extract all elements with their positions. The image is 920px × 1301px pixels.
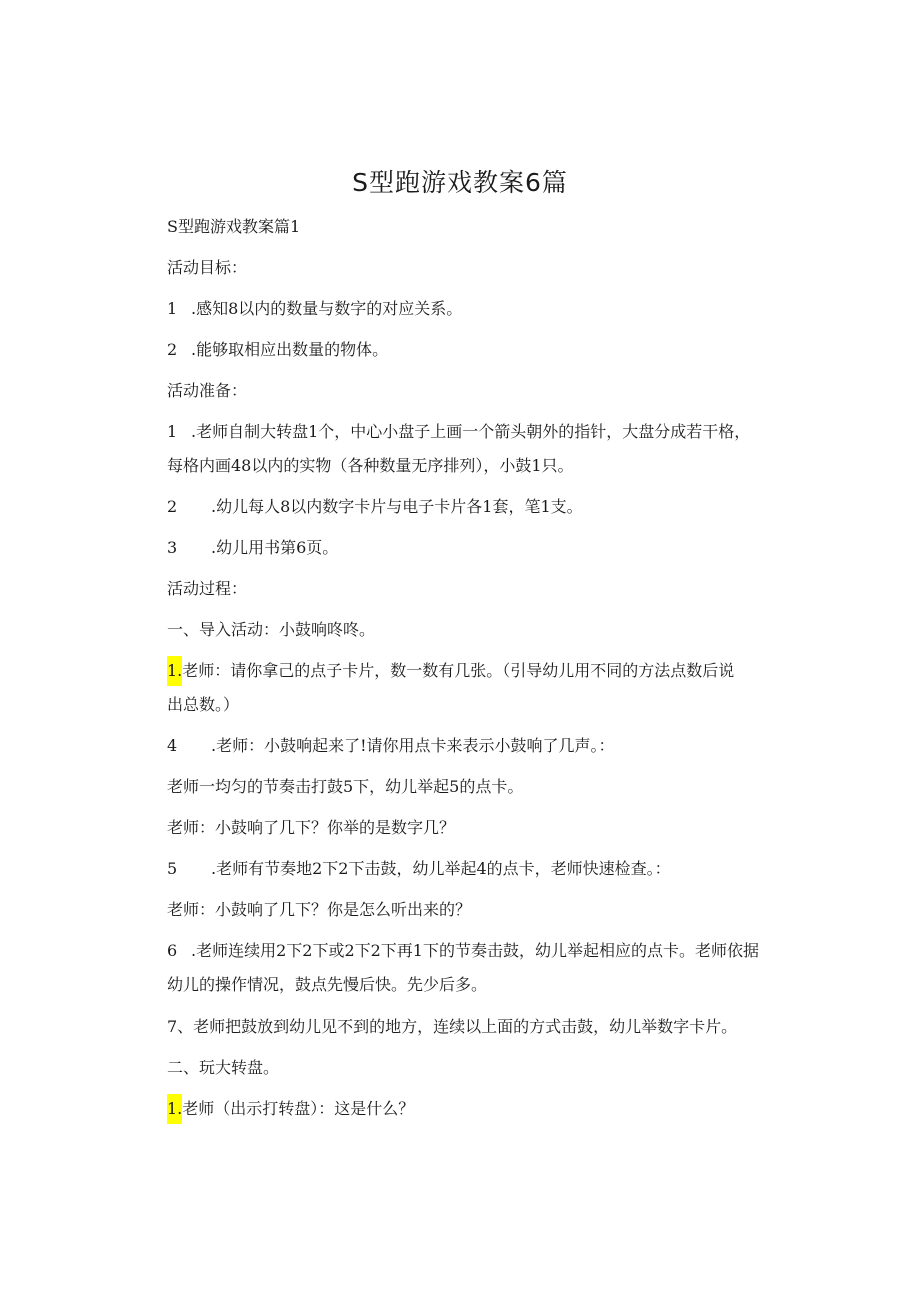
list-item	[167, 1098, 414, 1120]
line-text: 幼儿的操作情况，鼓点先慢后快。先少后多。	[167, 975, 488, 994]
line-text: 7、老师把鼓放到幼儿见不到的地方，连续以上面的方式击鼓，幼儿举数字卡片。	[167, 1017, 738, 1036]
list-number: 2	[167, 340, 178, 359]
list-item	[167, 660, 734, 682]
highlighted-list-number: 1.	[167, 656, 182, 686]
line-text: 每格内画48以内的实物（各种数量无序排列），小鼓1只。	[167, 456, 574, 475]
highlighted-list-number: 1.	[167, 1094, 182, 1124]
paragraph	[167, 1016, 737, 1038]
line-text: .幼儿用书第6页。	[211, 538, 339, 557]
line-text: .能够取相应出数量的物体。	[191, 340, 389, 359]
list-item	[167, 735, 615, 757]
line-text: .老师自制大转盘1个，中心小盘子上画一个箭头朝外的指针，大盘分成若干格，	[191, 422, 751, 441]
line-text: .幼儿每人8以内数字卡片与电子卡片各1套，笔1支。	[211, 497, 583, 516]
line-text: 二、玩大转盘。	[167, 1058, 280, 1077]
section-heading	[167, 216, 300, 238]
line-text: 活动过程：	[167, 579, 248, 598]
line-text: 活动目标：	[167, 258, 248, 277]
paragraph	[167, 817, 455, 839]
list-item	[167, 421, 750, 443]
list-item	[167, 940, 759, 962]
list-number: 1	[167, 299, 178, 318]
list-number: 4	[167, 736, 178, 755]
paragraph-continuation	[167, 974, 487, 996]
list-item	[167, 496, 583, 518]
line-text: .老师连续用2下2下或2下2下再1下的节奏击鼓，幼儿举起相应的点卡。老师依据	[191, 941, 759, 960]
list-item	[167, 537, 338, 559]
line-text: 老师：小鼓响了几下？你举的是数字几？	[167, 818, 456, 837]
list-number: 5	[167, 859, 178, 878]
list-number: 6	[167, 941, 178, 960]
list-number: 2	[167, 497, 178, 516]
line-text: 一、导入活动：小鼓响咚咚。	[167, 620, 376, 639]
paragraph	[167, 899, 471, 921]
subheading-goals	[167, 257, 247, 279]
line-text: 老师（出示打转盘）：这是什么？	[182, 1099, 415, 1118]
line-text: .老师有节奏地2下2下击鼓，幼儿举起4的点卡，老师快速检查。：	[211, 859, 671, 878]
list-number: 1	[167, 422, 178, 441]
line-text: 活动准备：	[167, 381, 248, 400]
line-text: S型跑游戏教案篇1	[167, 217, 301, 236]
line-text: .老师：小鼓响起来了!请你用点卡来表示小鼓响了几声。：	[211, 736, 615, 755]
line-text: 老师：小鼓响了几下？你是怎么听出来的？	[167, 900, 472, 919]
subheading-process	[167, 578, 247, 600]
subheading-preparation	[167, 380, 247, 402]
paragraph-continuation	[167, 694, 239, 716]
section-step-heading	[167, 619, 375, 641]
section-step-heading	[167, 1057, 279, 1079]
line-text: 老师：请你拿己的点子卡片，数一数有几张。（引导幼儿用不同的方法点数后说	[182, 661, 735, 680]
paragraph-continuation	[167, 455, 574, 477]
list-number: 3	[167, 538, 178, 557]
line-text: 出总数。）	[167, 695, 240, 714]
document-title: S型跑游戏教案6篇	[352, 168, 568, 197]
line-text: 老师一均匀的节奏击打鼓5下，幼儿举起5的点卡。	[167, 777, 524, 796]
list-item	[167, 298, 462, 320]
list-item	[167, 339, 388, 361]
line-text: .感知8以内的数量与数字的对应关系。	[191, 299, 463, 318]
list-item	[167, 858, 671, 880]
paragraph	[167, 776, 523, 798]
